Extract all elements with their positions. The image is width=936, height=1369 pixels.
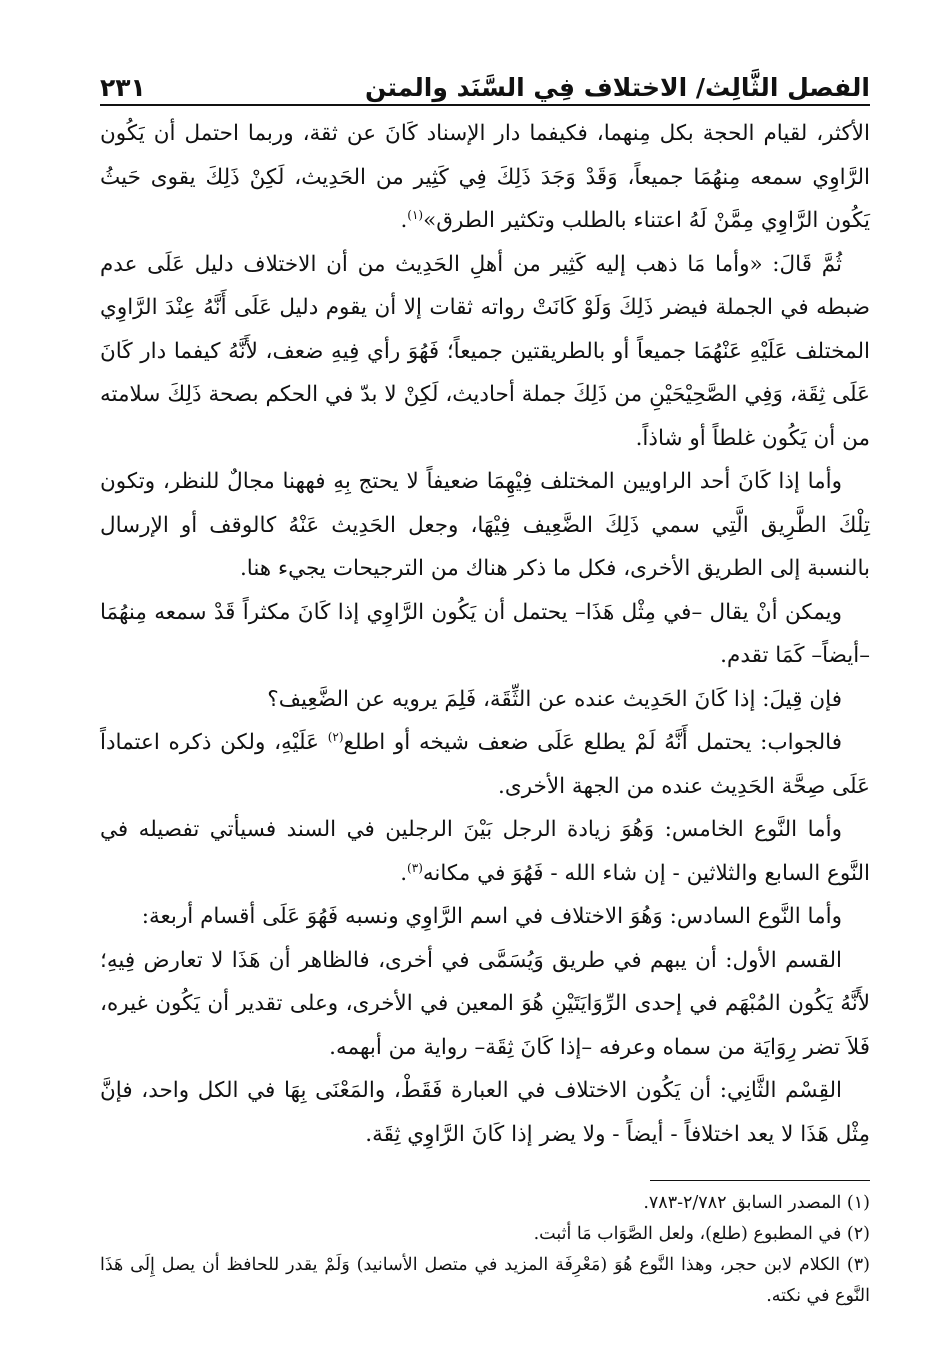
footnote: (١) المصدر السابق ٢/٧٨٢-٧٨٣. bbox=[643, 1193, 870, 1213]
paragraph: ثُمَّ قَالَ: «وأما مَا ذهب إليه كَثِير من أهلِ الحَدِيث من أن الاختلاف دليل عَلَى عدم ضبطه في الجملة فيضر ذَلِكَ وَلَوْ كَانَتْ رواته ثقات إلا أن يقوم دليل عَلَى أَنَّهُ عِنْدَ الرَّاوِي المختلف عَلَيْهِ عَنْهُمَا جميعاً أو بالطريقتين جميعاً؛ فَهُوَ رأي فِيهِ ضعف، لأَنَّهُ كيفما دار كَانَ عَلَى ثِقَة، وَفِي الصَّحِيْحَيْنِ من ذَلِكَ جملة أحاديث، لَكِنْ لا بدّ في الحكم بصحة ذَلِكَ سلامته من أن يَكُون غلطاً أو شاذاً. bbox=[100, 251, 870, 451]
paragraph: وأما إذا كَانَ أحد الراويين المختلف فِيْهِمَا ضعيفاً لا يحتج بِهِ فههنا مجالٌ للنظر، وتكون تِلْكَ الطَّرِيق الَّتِي سمي ذَلِكَ الضَّعِيف فِيْهَا، وجعل الحَدِيث عَنْهُ كالوقف أو الإرسال بالنسبة إلى الطريق الأخرى، فكل ما ذكر هناك من الترجيحات يجيء هنا. bbox=[100, 469, 870, 581]
paragraph: وأما النَّوع السادس: وَهُوَ الاختلاف في اسم الرَّاوِي ونسبه فَهُوَ عَلَى أقسام أربعة: bbox=[141, 904, 842, 929]
paragraph: ويمكن أنْ يقال –في مِثْل هَذَا– يحتمل أن يَكُون الرَّاوِي إذا كَانَ مكثراً قَدْ سمعه مِنهُمَا –أيضاً– كَمَا تقدم. bbox=[100, 599, 870, 668]
paragraph: وأما النَّوع الخامس: وَهُوَ زيادة الرجل بَيْنَ الرجلين في السند فسيأتي تفصيله في النَّوع السابع والثلاثين - إن شاء الله - فَهُوَ في مكانه$^{(٣)}$. bbox=[100, 817, 870, 886]
footnote: (٢) في المطبوع (طلع)، ولعل الصَّوَاب مَا أثبت. bbox=[533, 1224, 870, 1244]
paragraph: القسم الأول: أن يبهم في طريق وَيُسَمَّى في أخرى، فالظاهر أن هَذَا لا تعارض فِيهِ؛ لأَنَّهُ يَكُون المُبْهَم في إحدى الرِّوَايَتَيْنِ هُوَ المعين في الأخرى، وعلى تقدير أن يَكُون غيره، فَلاَ تضر رِوَايَة من سماه وعرفه –إذا كَانَ ثِقَة– رواية من أبهمه. bbox=[100, 947, 870, 1060]
footnote: (٣) الكلام لابن حجر، وهذا النَّوع هُوَ (مَعْرِفَة المزيد في متصل الأسانيد) وَلَمْ يقدر للحافظ أن يصل إِلَى هَذَا النَّوع في نكته. bbox=[100, 1255, 870, 1306]
footnote-divider bbox=[650, 1180, 870, 1181]
running-header bbox=[100, 56, 870, 106]
footnote-ref: (١) bbox=[407, 207, 424, 222]
paragraph: الأكثر، لقيام الحجة بكل مِنهما، فكيفما دار الإسناد كَانَ عن ثقة، وربما احتمل أن يَكُون الرَّاوِي سمعه مِنهُمَا جميعاً، وَقَدْ وَجَدَ ذَلِكَ فِي كَثِير من الحَدِيث، لَكِنْ ذَلِكَ يقوى حَيثُ يَكُون الرَّاوِي مِمَّنْ لَهُ اعتناء بالطلب وتكثير الطرق»$^{(١)}$. bbox=[100, 121, 870, 233]
paragraph: القِسْم الثَّانِي: أن يَكُون الاختلاف في العبارة فَقَطْ، والمَعْنَى بِهَا في الكل واحد، فإنَّ مِثْل هَذَا لا يعد اختلافاً - أيضاً - ولا يضر إذا كَانَ الرَّاوِي ثِقَة. bbox=[100, 1078, 870, 1147]
footnote-ref: (٣) bbox=[407, 860, 423, 875]
paragraph: فإن قِيلَ: إذا كَانَ الحَدِيث عنده عن الثِّقَة، فَلِمَ يرويه عن الضَّعِيف؟ bbox=[267, 686, 842, 712]
chapter-title: الفصل الثَّالِث/ الاختلاف فِي السَّنَد والمتن bbox=[364, 73, 870, 102]
footnotes bbox=[100, 1188, 870, 1312]
paragraph: فالجواب: يحتمل أَنَّهُ لَمْ يطلع عَلَى ضعف شيخه أو اطلع$^{(٢)}$ عَلَيْهِ، ولكن ذكره اعتماداً عَلَى صِحَّة الحَدِيث عنده من الجهة الأخرى. bbox=[100, 729, 870, 799]
page-number: ٢٣١ bbox=[100, 73, 146, 102]
main-text bbox=[100, 112, 870, 1156]
footnote-ref: (٢) bbox=[327, 729, 344, 744]
